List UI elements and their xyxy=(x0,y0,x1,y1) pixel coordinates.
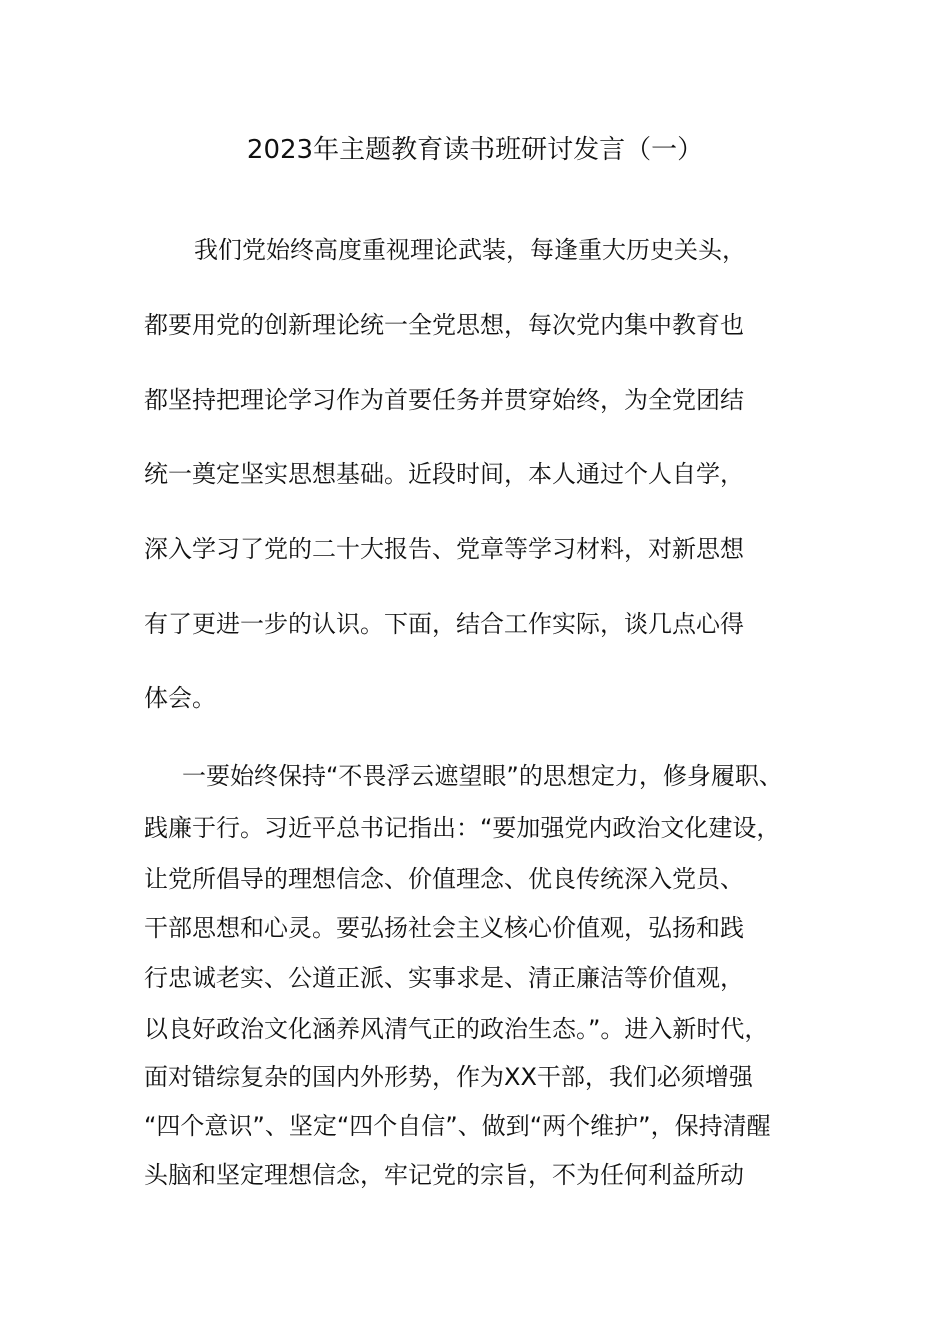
paragraph-1-line: 有了更进一步的认识。下面，结合工作实际，谈几点心得 xyxy=(144,610,744,638)
paragraph-2-line: 面对错综复杂的国内外形势，作为XX干部，我们必须增强 xyxy=(144,1063,753,1091)
paragraph-1-line: 我们党始终高度重视理论武装，每逢重大历史关头， xyxy=(194,236,746,264)
paragraph-2-line: 让党所倡导的理想信念、价值理念、优良传统深入党员、 xyxy=(144,865,744,893)
paragraph-1-line: 都坚持把理论学习作为首要任务并贯穿始终，为全党团结 xyxy=(144,386,744,414)
paragraph-2-line: 践廉于行。习近平总书记指出：“要加强党内政治文化建设， xyxy=(144,814,781,842)
paragraph-2-line: 以良好政治文化涵养风清气正的政治生态。”。进入新时代， xyxy=(144,1015,769,1043)
paragraph-1-line: 都要用党的创新理论统一全党思想，每次党内集中教育也 xyxy=(144,311,744,339)
paragraph-2-line: 行忠诚老实、公道正派、实事求是、清正廉洁等价值观， xyxy=(144,964,744,992)
paragraph-1-line: 统一奠定坚实思想基础。近段时间，本人通过个人自学， xyxy=(144,460,744,488)
paragraph-2-line: 一要始终保持“不畏浮云遮望眼”的思想定力，修身履职、 xyxy=(182,762,783,790)
paragraph-1-line: 深入学习了党的二十大报告、党章等学习材料，对新思想 xyxy=(144,535,744,563)
paragraph-2-line: 干部思想和心灵。要弘扬社会主义核心价值观，弘扬和践 xyxy=(144,914,744,942)
paragraph-2-line: 头脑和坚定理想信念，牢记党的宗旨，不为任何利益所动 xyxy=(144,1161,744,1189)
paragraph-1-line: 体会。 xyxy=(144,684,216,712)
paragraph-2-line: “四个意识”、坚定“四个自信”、做到“两个维护”，保持清醒 xyxy=(144,1112,771,1140)
document-title: 2023年主题教育读书班研讨发言（一） xyxy=(246,135,704,165)
